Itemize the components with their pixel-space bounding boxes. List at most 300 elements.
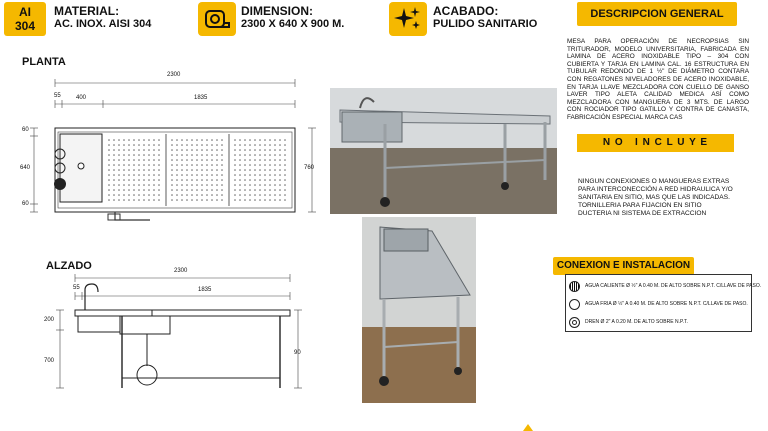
plan-title: PLANTA (22, 56, 66, 68)
plan-dim-400: 400 (76, 95, 87, 101)
elevation-dim-900: 90 (294, 350, 301, 356)
perforation-dot (123, 199, 125, 201)
perforation-dot (264, 199, 266, 201)
perforation-dot (138, 194, 140, 196)
perforation-dot (143, 184, 145, 186)
perforation-dot (216, 184, 218, 186)
perforation-dot (239, 199, 241, 201)
perforation-dot (148, 159, 150, 161)
perforation-dot (108, 194, 110, 196)
perforation-dot (186, 189, 188, 191)
perforation-dot (133, 184, 135, 186)
perforation-dot (158, 184, 160, 186)
perforation-dot (269, 189, 271, 191)
perforation-dot (279, 154, 281, 156)
perforation-dot (221, 194, 223, 196)
perforation-dot (171, 179, 173, 181)
perforation-dot (153, 144, 155, 146)
perforation-dot (196, 164, 198, 166)
perforation-dot (191, 179, 193, 181)
perforation-dot (186, 154, 188, 156)
perforation-dot (133, 169, 135, 171)
perforation-dot (274, 189, 276, 191)
perforation-dot (118, 194, 120, 196)
perforation-dot (211, 139, 213, 141)
perforation-dot (239, 184, 241, 186)
perforation-dot (221, 179, 223, 181)
plan-dim-640: 640 (20, 165, 31, 171)
perforation-dot (138, 169, 140, 171)
perforation-dot (259, 159, 261, 161)
perforation-dot (234, 159, 236, 161)
perforation-dot (176, 174, 178, 176)
perforation-dot (254, 194, 256, 196)
perforation-dot (211, 184, 213, 186)
material-block (54, 5, 151, 31)
perforation-dot (264, 149, 266, 151)
perforation-dot (148, 194, 150, 196)
perforation-dot (279, 194, 281, 196)
plan-dim-760: 760 (304, 165, 315, 171)
perforation-dot (216, 144, 218, 146)
perforation-dot (239, 154, 241, 156)
perforation-dot (113, 184, 115, 186)
perforation-dot (264, 189, 266, 191)
perforation-dot (158, 194, 160, 196)
perforation-dot (133, 194, 135, 196)
perforation-dot (123, 184, 125, 186)
perforation-dot (259, 139, 261, 141)
perforation-dot (176, 139, 178, 141)
plan-dim-total: 2300 (167, 72, 181, 78)
perforation-dot (264, 169, 266, 171)
perforation-dot (118, 149, 120, 151)
perforation-dot (123, 194, 125, 196)
perforation-dot (244, 139, 246, 141)
perforation-dot (118, 174, 120, 176)
material-code-badge (4, 2, 46, 36)
legend-cold-water-text: AGUA FRIA Ø ½" A 0.40 M. DE ALTO SOBRE N.P.T. C/LLAVE DE PASO. (585, 301, 748, 307)
perforation-dot (201, 149, 203, 151)
perforation-dot (244, 174, 246, 176)
perforation-dot (279, 174, 281, 176)
drain-icon (569, 317, 580, 328)
perforation-dot (113, 169, 115, 171)
perforation-dot (181, 154, 183, 156)
perforation-dot (176, 154, 178, 156)
perforation-dot (206, 139, 208, 141)
perforation-dot (211, 199, 213, 201)
perforation-dot (201, 139, 203, 141)
perforation-dot (123, 164, 125, 166)
perforation-dot (221, 164, 223, 166)
perforation-dot (274, 199, 276, 201)
perforation-dot (191, 159, 193, 161)
perforation-dot (269, 199, 271, 201)
perforation-dot (123, 189, 125, 191)
perforation-dot (239, 159, 241, 161)
perforation-dot (108, 169, 110, 171)
perforation-dot (181, 174, 183, 176)
perforation-dot (181, 194, 183, 196)
perforation-dot (264, 154, 266, 156)
perforation-dot (269, 179, 271, 181)
perforation-dot (211, 189, 213, 191)
perforation-dot (259, 179, 261, 181)
perforation-dot (153, 154, 155, 156)
perforation-dot (138, 189, 140, 191)
perforation-dot (128, 159, 130, 161)
tape-measure-icon (198, 2, 236, 36)
perforation-dot (234, 174, 236, 176)
perforation-dot (138, 159, 140, 161)
perforation-dot (118, 169, 120, 171)
perforation-dot (284, 194, 286, 196)
perforation-dot (221, 184, 223, 186)
description-title: DESCRIPCION GENERAL (577, 2, 737, 26)
perforation-dot (148, 169, 150, 171)
legend-hot-water (566, 277, 762, 295)
perforation-dot (211, 169, 213, 171)
perforation-dot (118, 199, 120, 201)
perforation-dot (181, 189, 183, 191)
perforation-dot (181, 199, 183, 201)
perforation-dot (181, 144, 183, 146)
perforation-dot (201, 159, 203, 161)
material-label: MATERIAL: (54, 4, 120, 18)
perforation-dot (181, 149, 183, 151)
perforation-dot (249, 164, 251, 166)
perforation-dot (249, 169, 251, 171)
perforation-dot (186, 179, 188, 181)
perforation-dot (234, 179, 236, 181)
plan-dim-55: 55 (54, 93, 61, 99)
perforation-dot (196, 189, 198, 191)
perforation-dot (143, 189, 145, 191)
perforation-dot (153, 184, 155, 186)
perforation-dot (148, 154, 150, 156)
perforation-dot (158, 174, 160, 176)
perforation-dot (244, 149, 246, 151)
perforation-dot (274, 194, 276, 196)
perforation-dot (153, 169, 155, 171)
perforation-dot (254, 199, 256, 201)
dimension-value: 2300 X 640 X 900 M. (241, 18, 345, 30)
perforation-dot (201, 194, 203, 196)
perforation-dot (191, 169, 193, 171)
perforation-dot (279, 199, 281, 201)
perforation-dot (264, 144, 266, 146)
perforation-dot (176, 159, 178, 161)
perforation-dot (284, 154, 286, 156)
perforation-dot (138, 149, 140, 151)
perforation-dot (148, 144, 150, 146)
perforation-dot (259, 154, 261, 156)
perforation-dot (186, 149, 188, 151)
perforation-dot (249, 179, 251, 181)
perforation-dot (196, 154, 198, 156)
perforation-dot (123, 154, 125, 156)
perforation-dot (206, 154, 208, 156)
perforation-dot (216, 194, 218, 196)
perforation-dot (269, 159, 271, 161)
perforation-dot (244, 189, 246, 191)
perforation-dot (274, 154, 276, 156)
perforation-dot (269, 169, 271, 171)
perforation-dot (274, 159, 276, 161)
perforation-dot (249, 139, 251, 141)
perforation-dot (259, 199, 261, 201)
perforation-dot (171, 154, 173, 156)
perforation-dot (279, 189, 281, 191)
perforation-dot (221, 189, 223, 191)
perforation-dot (269, 184, 271, 186)
finish-label: ACABADO: (433, 4, 499, 18)
perforation-dot (176, 194, 178, 196)
perforation-dot (284, 149, 286, 151)
perforation-dot (148, 149, 150, 151)
finish-block (433, 5, 537, 31)
perforation-dot (284, 184, 286, 186)
perforation-dot (133, 144, 135, 146)
perforation-dot (279, 184, 281, 186)
perforation-dot (254, 159, 256, 161)
perforation-dot (269, 149, 271, 151)
perforation-dot (108, 139, 110, 141)
perforation-dot (249, 174, 251, 176)
perforation-dot (269, 194, 271, 196)
elevation-dim-1835: 1835 (198, 287, 212, 293)
material-code-line1: AI (19, 5, 31, 19)
elevation-dim-total: 2300 (174, 268, 188, 274)
perforation-dot (143, 159, 145, 161)
perforation-dot (153, 149, 155, 151)
perforation-dot (171, 159, 173, 161)
perforation-dot (221, 169, 223, 171)
perforation-dot (206, 174, 208, 176)
perforation-dot (158, 164, 160, 166)
product-photo-side (330, 88, 557, 214)
perforation-dot (221, 139, 223, 141)
perforation-dot (153, 164, 155, 166)
perforation-dot (181, 179, 183, 181)
perforation-dot (211, 194, 213, 196)
perforation-dot (196, 199, 198, 201)
perforation-dot (249, 149, 251, 151)
perforation-dot (211, 149, 213, 151)
perforation-dot (284, 159, 286, 161)
perforation-dot (148, 199, 150, 201)
perforation-dot (143, 179, 145, 181)
legend-drain (566, 313, 751, 331)
perforation-dot (234, 194, 236, 196)
plan-dim-60-top: 60 (22, 127, 29, 133)
not-included-title: N O I N C L U Y E (577, 134, 734, 152)
perforation-dot (249, 189, 251, 191)
perforation-dot (201, 154, 203, 156)
perforation-dot (123, 149, 125, 151)
perforation-dot (249, 144, 251, 146)
perforation-dot (113, 144, 115, 146)
perforation-dot (176, 169, 178, 171)
perforation-dot (133, 149, 135, 151)
perforation-dot (206, 189, 208, 191)
perforation-dot (138, 139, 140, 141)
perforation-dot (254, 164, 256, 166)
perforation-dot (158, 179, 160, 181)
perforation-dot (191, 164, 193, 166)
perforation-dot (206, 184, 208, 186)
perforation-dot (254, 184, 256, 186)
perforation-dot (113, 159, 115, 161)
perforation-dot (234, 144, 236, 146)
perforation-dot (201, 189, 203, 191)
perforation-dot (118, 159, 120, 161)
perforation-dot (221, 199, 223, 201)
perforation-dot (221, 174, 223, 176)
perforation-dot (113, 154, 115, 156)
perforation-dot (221, 159, 223, 161)
perforation-dot (279, 144, 281, 146)
perforation-dot (148, 174, 150, 176)
perforation-dot (274, 139, 276, 141)
perforation-dot (143, 139, 145, 141)
elevation-drawing (40, 266, 310, 396)
perforation-dot (186, 159, 188, 161)
perforation-dot (264, 164, 266, 166)
perforation-dot (254, 154, 256, 156)
perforation-dot (176, 199, 178, 201)
perforation-dot (274, 174, 276, 176)
perforation-dot (133, 139, 135, 141)
perforation-dot (196, 139, 198, 141)
perforation-dot (128, 184, 130, 186)
perforation-dot (128, 149, 130, 151)
perforation-dot (206, 164, 208, 166)
perforation-dot (196, 159, 198, 161)
perforation-dot (158, 149, 160, 151)
perforation-dot (254, 149, 256, 151)
perforation-dot (244, 199, 246, 201)
perforation-dot (259, 174, 261, 176)
finish-value: PULIDO SANITARIO (433, 18, 538, 30)
perforation-dot (133, 159, 135, 161)
perforation-dot (269, 154, 271, 156)
not-included-list (578, 178, 748, 218)
perforation-dot (138, 184, 140, 186)
perforation-dot (133, 174, 135, 176)
perforation-dot (118, 139, 120, 141)
perforation-dot (244, 169, 246, 171)
sparkle-icon (389, 2, 427, 36)
perforation-dot (239, 144, 241, 146)
perforation-dot (158, 139, 160, 141)
perforation-dot (186, 199, 188, 201)
perforation-dot (249, 159, 251, 161)
perforation-dot (123, 159, 125, 161)
perforation-dot (153, 174, 155, 176)
perforation-dot (118, 154, 120, 156)
perforation-dot (186, 194, 188, 196)
perforation-dot (274, 169, 276, 171)
perforation-dot (108, 179, 110, 181)
perforation-dot (181, 164, 183, 166)
perforation-dot (206, 169, 208, 171)
perforation-dot (118, 189, 120, 191)
perforation-dot (206, 194, 208, 196)
perforation-dot (158, 199, 160, 201)
perforation-dot (259, 189, 261, 191)
perforation-dot (176, 164, 178, 166)
perforation-dot (113, 139, 115, 141)
perforation-dot (284, 139, 286, 141)
perforation-dot (279, 139, 281, 141)
elevation-dim-55: 55 (73, 285, 80, 291)
perforation-dot (176, 144, 178, 146)
dimension-block (241, 5, 344, 31)
perforation-dot (176, 149, 178, 151)
perforation-dot (269, 164, 271, 166)
perforation-dot (113, 194, 115, 196)
not-included-line-3: DUCTERIA NI SISTEMA DE EXTRACCION (578, 210, 707, 217)
perforation-dot (158, 159, 160, 161)
perforation-dot (148, 164, 150, 166)
perforation-dot (239, 174, 241, 176)
perforation-dot (239, 194, 241, 196)
perforation-dot (249, 184, 251, 186)
perforation-dot (128, 174, 130, 176)
perforation-dot (138, 154, 140, 156)
perforation-dot (123, 144, 125, 146)
perforation-dot (279, 159, 281, 161)
plan-dim-60-bottom: 60 (22, 201, 29, 207)
perforation-dot (201, 144, 203, 146)
perforation-dot (191, 184, 193, 186)
perforation-dot (201, 179, 203, 181)
perforation-dot (264, 184, 266, 186)
perforation-dot (284, 164, 286, 166)
perforation-dot (264, 139, 266, 141)
perforation-dot (118, 164, 120, 166)
perforation-dot (234, 199, 236, 201)
plan-drawing (20, 68, 320, 228)
perforation-dot (191, 189, 193, 191)
perforation-dot (196, 179, 198, 181)
perforation-dot (128, 179, 130, 181)
perforation-dot (234, 164, 236, 166)
perforation-dot (153, 159, 155, 161)
perforation-dot (128, 139, 130, 141)
perforation-dot (274, 164, 276, 166)
perforation-dot (153, 199, 155, 201)
perforation-dot (171, 184, 173, 186)
perforation-dot (128, 154, 130, 156)
perforation-dot (284, 144, 286, 146)
perforation-dot (206, 149, 208, 151)
perforation-dot (128, 144, 130, 146)
perforation-dot (181, 139, 183, 141)
decorative-triangle (523, 424, 533, 431)
perforation-dot (186, 164, 188, 166)
perforation-dot (158, 154, 160, 156)
perforation-dot (216, 169, 218, 171)
perforation-dot (249, 194, 251, 196)
perforation-dot (171, 169, 173, 171)
perforation-dot (196, 184, 198, 186)
perforation-dot (196, 169, 198, 171)
perforation-dot (249, 154, 251, 156)
perforation-dot (113, 164, 115, 166)
